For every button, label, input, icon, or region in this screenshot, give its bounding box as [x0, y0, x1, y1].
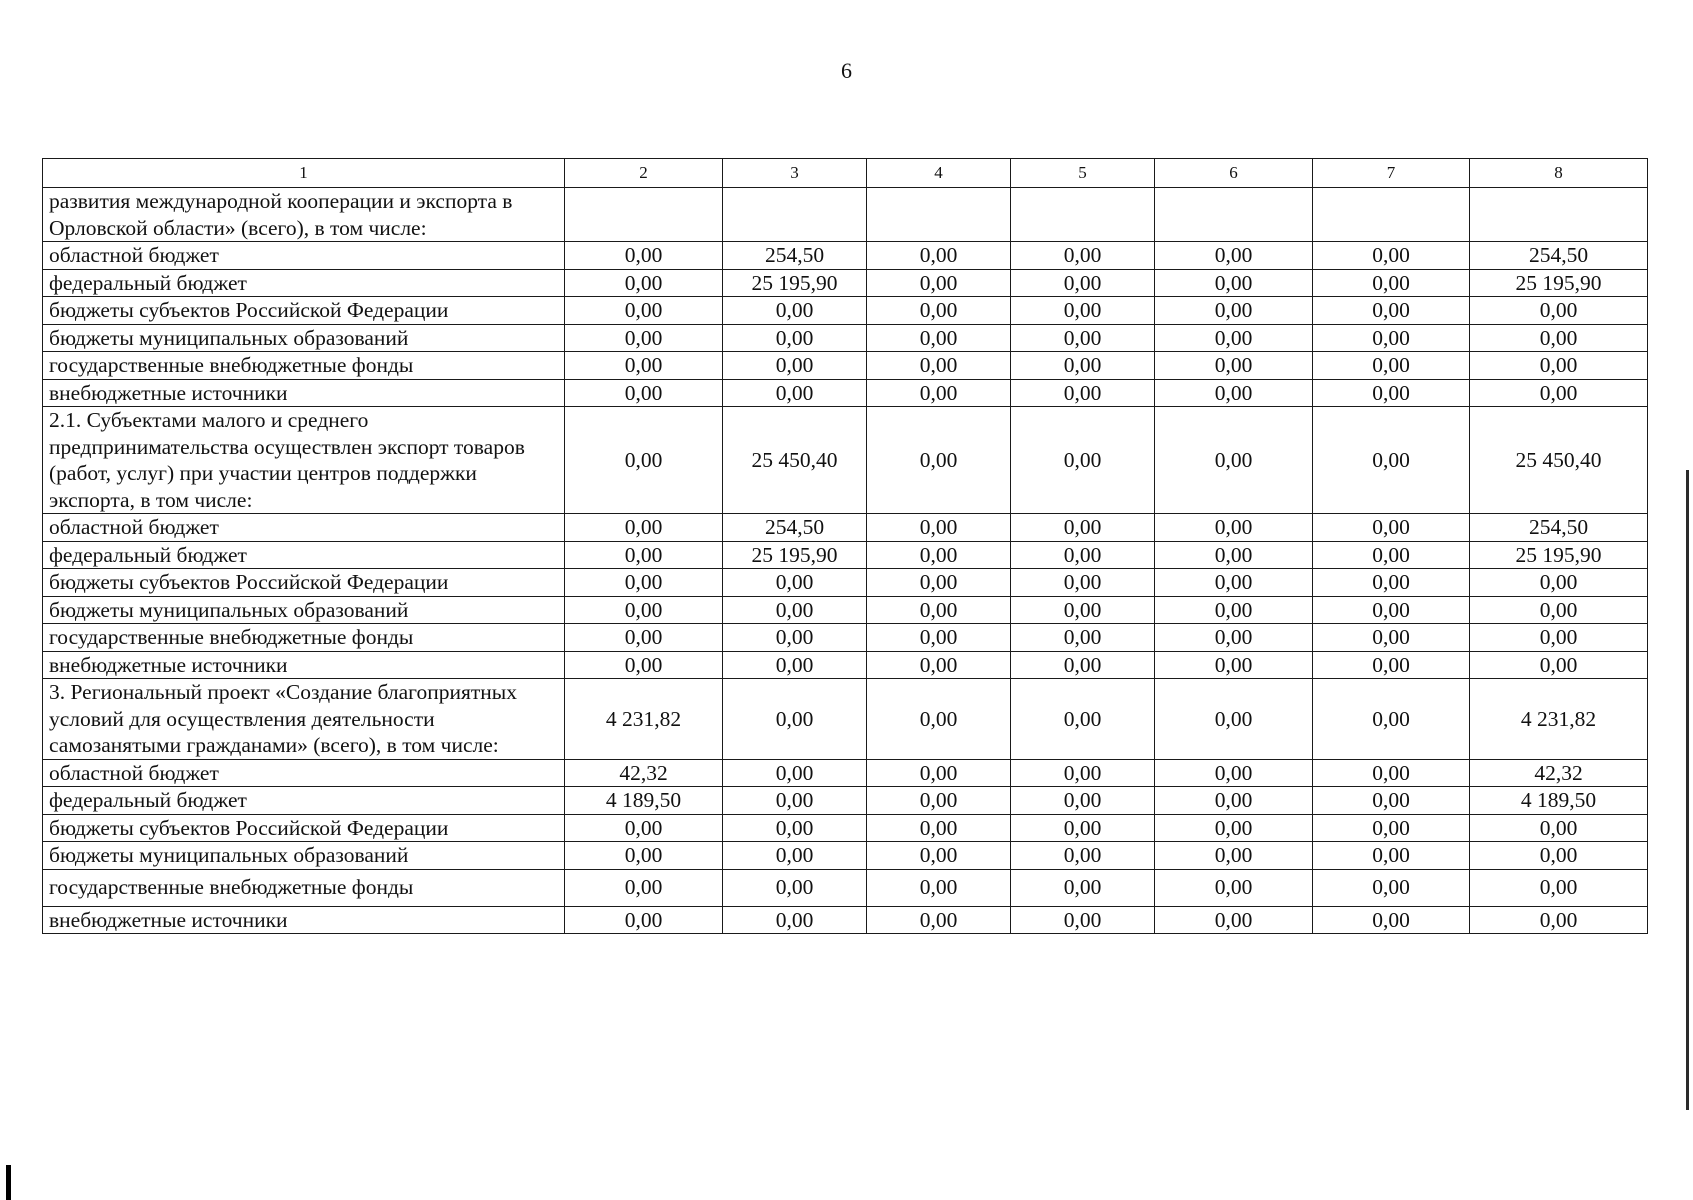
- cell-value: 0,00: [1011, 352, 1155, 380]
- table-row: [43, 906, 1648, 934]
- cell-value: 0,00: [1470, 842, 1648, 870]
- cell-value: 0,00: [867, 352, 1011, 380]
- cell-value: 0,00: [1313, 787, 1470, 815]
- cell-value: 0,00: [1470, 297, 1648, 325]
- cell-value: 0,00: [1155, 407, 1313, 514]
- cell-value: [867, 188, 1011, 242]
- row-label: 3. Региональный проект «Создание благоприятных условий для осуществления деятельности самозанятыми гражданами» (всего), в том числе:: [43, 679, 565, 760]
- cell-value: 4 189,50: [1470, 787, 1648, 815]
- cell-value: 0,00: [1470, 569, 1648, 597]
- table-row: [43, 814, 1648, 842]
- cell-value: 0,00: [1313, 242, 1470, 270]
- cell-value: 0,00: [723, 596, 867, 624]
- column-number-row: [43, 159, 1648, 188]
- cell-value: 0,00: [1470, 814, 1648, 842]
- cell-value: 4 231,82: [1470, 679, 1648, 760]
- cell-value: 0,00: [1155, 651, 1313, 679]
- cell-value: 0,00: [867, 514, 1011, 542]
- cell-value: 0,00: [723, 906, 867, 934]
- cell-value: 0,00: [1011, 242, 1155, 270]
- row-label: бюджеты субъектов Российской Федерации: [43, 814, 565, 842]
- table-row: [43, 242, 1648, 270]
- cell-value: 0,00: [1011, 787, 1155, 815]
- row-label: бюджеты субъектов Российской Федерации: [43, 569, 565, 597]
- cell-value: 0,00: [565, 651, 723, 679]
- table-row: [43, 759, 1648, 787]
- cell-value: 0,00: [867, 842, 1011, 870]
- cell-value: 0,00: [565, 869, 723, 906]
- cell-value: 0,00: [723, 651, 867, 679]
- cell-value: [1313, 188, 1470, 242]
- cell-value: 0,00: [565, 814, 723, 842]
- cell-value: 0,00: [1155, 842, 1313, 870]
- cell-value: 25 195,90: [1470, 541, 1648, 569]
- row-label: бюджеты муниципальных образований: [43, 596, 565, 624]
- row-label: областной бюджет: [43, 514, 565, 542]
- cell-value: 0,00: [1011, 869, 1155, 906]
- cell-value: 0,00: [1011, 407, 1155, 514]
- column-number: 6: [1155, 159, 1313, 188]
- cell-value: 0,00: [867, 541, 1011, 569]
- cell-value: 42,32: [1470, 759, 1648, 787]
- column-number: 5: [1011, 159, 1155, 188]
- column-number: 3: [723, 159, 867, 188]
- cell-value: 254,50: [1470, 242, 1648, 270]
- cell-value: [723, 188, 867, 242]
- cell-value: 0,00: [867, 759, 1011, 787]
- row-label: федеральный бюджет: [43, 787, 565, 815]
- row-label: бюджеты муниципальных образований: [43, 324, 565, 352]
- cell-value: 0,00: [1011, 679, 1155, 760]
- row-label: 2.1. Субъектами малого и среднего предпринимательства осуществлен экспорт товаров (работ, услуг) при участии центров поддержки экспорта, в том числе:: [43, 407, 565, 514]
- cell-value: 0,00: [1011, 297, 1155, 325]
- cell-value: 0,00: [867, 379, 1011, 407]
- cell-value: 0,00: [1155, 787, 1313, 815]
- cell-value: 0,00: [867, 407, 1011, 514]
- cell-value: 0,00: [565, 379, 723, 407]
- cell-value: 0,00: [1011, 596, 1155, 624]
- table-row: [43, 324, 1648, 352]
- cell-value: 25 195,90: [1470, 269, 1648, 297]
- cell-value: 0,00: [867, 596, 1011, 624]
- cell-value: 0,00: [1155, 679, 1313, 760]
- cell-value: 0,00: [1313, 569, 1470, 597]
- cell-value: 0,00: [1470, 624, 1648, 652]
- table-row: [43, 624, 1648, 652]
- cell-value: 0,00: [1155, 814, 1313, 842]
- row-label: внебюджетные источники: [43, 651, 565, 679]
- cell-value: [1011, 188, 1155, 242]
- cell-value: 0,00: [1313, 514, 1470, 542]
- cell-value: 0,00: [1470, 379, 1648, 407]
- cell-value: 25 195,90: [723, 541, 867, 569]
- cell-value: 0,00: [1470, 324, 1648, 352]
- table-row: [43, 569, 1648, 597]
- cell-value: 0,00: [1155, 906, 1313, 934]
- cell-value: 0,00: [723, 624, 867, 652]
- cell-value: 0,00: [867, 269, 1011, 297]
- column-number: 4: [867, 159, 1011, 188]
- cell-value: 0,00: [1155, 269, 1313, 297]
- cell-value: 0,00: [867, 869, 1011, 906]
- table-row: [43, 514, 1648, 542]
- row-label: бюджеты муниципальных образований: [43, 842, 565, 870]
- cell-value: 0,00: [1011, 842, 1155, 870]
- cell-value: 0,00: [1011, 624, 1155, 652]
- row-label: областной бюджет: [43, 759, 565, 787]
- cell-value: 0,00: [565, 242, 723, 270]
- cell-value: 0,00: [1155, 569, 1313, 597]
- cell-value: 0,00: [1470, 651, 1648, 679]
- column-number: 1: [43, 159, 565, 188]
- cell-value: 0,00: [1470, 869, 1648, 906]
- column-number: 7: [1313, 159, 1470, 188]
- cell-value: 0,00: [565, 407, 723, 514]
- cell-value: 0,00: [565, 352, 723, 380]
- cell-value: 0,00: [723, 679, 867, 760]
- cell-value: 0,00: [565, 624, 723, 652]
- cell-value: 0,00: [867, 787, 1011, 815]
- cell-value: 0,00: [1011, 569, 1155, 597]
- cell-value: 25 195,90: [723, 269, 867, 297]
- cell-value: 0,00: [565, 514, 723, 542]
- table-row: [43, 869, 1648, 906]
- cell-value: 0,00: [565, 596, 723, 624]
- cell-value: 0,00: [1313, 679, 1470, 760]
- table-row: [43, 407, 1648, 514]
- table-row: [43, 842, 1648, 870]
- cell-value: 0,00: [867, 814, 1011, 842]
- cell-value: 0,00: [723, 814, 867, 842]
- table-row: [43, 651, 1648, 679]
- page-number: 6: [841, 58, 852, 83]
- cell-value: 0,00: [1011, 651, 1155, 679]
- cell-value: 0,00: [1470, 352, 1648, 380]
- cell-value: 0,00: [1313, 269, 1470, 297]
- cell-value: 0,00: [867, 624, 1011, 652]
- row-label: государственные внебюджетные фонды: [43, 352, 565, 380]
- cell-value: 0,00: [1313, 869, 1470, 906]
- table-row: [43, 188, 1648, 242]
- cell-value: 0,00: [1470, 906, 1648, 934]
- cell-value: 0,00: [1313, 379, 1470, 407]
- cell-value: 254,50: [723, 514, 867, 542]
- cell-value: 0,00: [723, 297, 867, 325]
- cell-value: 0,00: [1011, 269, 1155, 297]
- row-label: областной бюджет: [43, 242, 565, 270]
- cell-value: 0,00: [867, 242, 1011, 270]
- cell-value: 0,00: [723, 352, 867, 380]
- cell-value: [565, 188, 723, 242]
- table-row: [43, 297, 1648, 325]
- cell-value: 0,00: [1155, 297, 1313, 325]
- scan-edge-mark: [1686, 470, 1689, 1110]
- cell-value: 0,00: [1011, 541, 1155, 569]
- cell-value: 0,00: [565, 324, 723, 352]
- cell-value: 0,00: [1011, 324, 1155, 352]
- cell-value: 0,00: [565, 541, 723, 569]
- row-label: федеральный бюджет: [43, 269, 565, 297]
- row-label: внебюджетные источники: [43, 379, 565, 407]
- cell-value: 25 450,40: [723, 407, 867, 514]
- cell-value: 0,00: [1313, 297, 1470, 325]
- cell-value: 0,00: [1155, 759, 1313, 787]
- cell-value: 0,00: [565, 269, 723, 297]
- cell-value: 0,00: [1313, 407, 1470, 514]
- row-label: государственные внебюджетные фонды: [43, 869, 565, 906]
- row-label: бюджеты субъектов Российской Федерации: [43, 297, 565, 325]
- cell-value: 0,00: [867, 324, 1011, 352]
- cell-value: 0,00: [565, 906, 723, 934]
- cell-value: 0,00: [1313, 906, 1470, 934]
- column-number: 8: [1470, 159, 1648, 188]
- cell-value: 0,00: [1313, 352, 1470, 380]
- cell-value: 0,00: [867, 679, 1011, 760]
- cell-value: 0,00: [723, 379, 867, 407]
- cell-value: [1155, 188, 1313, 242]
- cell-value: 0,00: [723, 869, 867, 906]
- cell-value: [1470, 188, 1648, 242]
- cell-value: 0,00: [1313, 759, 1470, 787]
- table-row: [43, 679, 1648, 760]
- table-row: [43, 541, 1648, 569]
- cell-value: 0,00: [1155, 514, 1313, 542]
- cell-value: 0,00: [723, 787, 867, 815]
- cell-value: 0,00: [1011, 814, 1155, 842]
- row-label: внебюджетные источники: [43, 906, 565, 934]
- table-row: [43, 787, 1648, 815]
- cell-value: 0,00: [565, 842, 723, 870]
- table-row: [43, 596, 1648, 624]
- cell-value: 0,00: [867, 906, 1011, 934]
- column-number: 2: [565, 159, 723, 188]
- cell-value: 0,00: [1011, 759, 1155, 787]
- cell-value: 0,00: [1155, 541, 1313, 569]
- row-label: государственные внебюджетные фонды: [43, 624, 565, 652]
- cell-value: 0,00: [1155, 242, 1313, 270]
- cell-value: 0,00: [867, 569, 1011, 597]
- row-label: развития международной кооперации и экспорта в Орловской области» (всего), в том числе:: [43, 188, 565, 242]
- cell-value: 0,00: [565, 569, 723, 597]
- scan-edge-mark: [6, 1165, 11, 1200]
- cell-value: 254,50: [723, 242, 867, 270]
- cell-value: 4 189,50: [565, 787, 723, 815]
- cell-value: 0,00: [723, 842, 867, 870]
- cell-value: 0,00: [1155, 352, 1313, 380]
- cell-value: 42,32: [565, 759, 723, 787]
- cell-value: 0,00: [1011, 906, 1155, 934]
- cell-value: 0,00: [1011, 379, 1155, 407]
- cell-value: 0,00: [723, 569, 867, 597]
- cell-value: 0,00: [565, 297, 723, 325]
- cell-value: 0,00: [1155, 324, 1313, 352]
- cell-value: 0,00: [1011, 514, 1155, 542]
- cell-value: 0,00: [1155, 379, 1313, 407]
- cell-value: 0,00: [1313, 842, 1470, 870]
- table-row: [43, 269, 1648, 297]
- table-row: [43, 352, 1648, 380]
- cell-value: 0,00: [723, 759, 867, 787]
- budget-table: [42, 158, 1648, 934]
- table-body: [43, 188, 1648, 934]
- cell-value: 0,00: [1155, 596, 1313, 624]
- cell-value: 0,00: [1313, 596, 1470, 624]
- cell-value: 0,00: [1155, 624, 1313, 652]
- cell-value: 0,00: [867, 297, 1011, 325]
- cell-value: 254,50: [1470, 514, 1648, 542]
- cell-value: 0,00: [867, 651, 1011, 679]
- cell-value: 0,00: [1313, 624, 1470, 652]
- cell-value: 0,00: [1155, 869, 1313, 906]
- cell-value: 4 231,82: [565, 679, 723, 760]
- cell-value: 0,00: [1313, 814, 1470, 842]
- cell-value: 0,00: [723, 324, 867, 352]
- table-row: [43, 379, 1648, 407]
- cell-value: 25 450,40: [1470, 407, 1648, 514]
- cell-value: 0,00: [1313, 541, 1470, 569]
- cell-value: 0,00: [1470, 596, 1648, 624]
- row-label: федеральный бюджет: [43, 541, 565, 569]
- cell-value: 0,00: [1313, 651, 1470, 679]
- cell-value: 0,00: [1313, 324, 1470, 352]
